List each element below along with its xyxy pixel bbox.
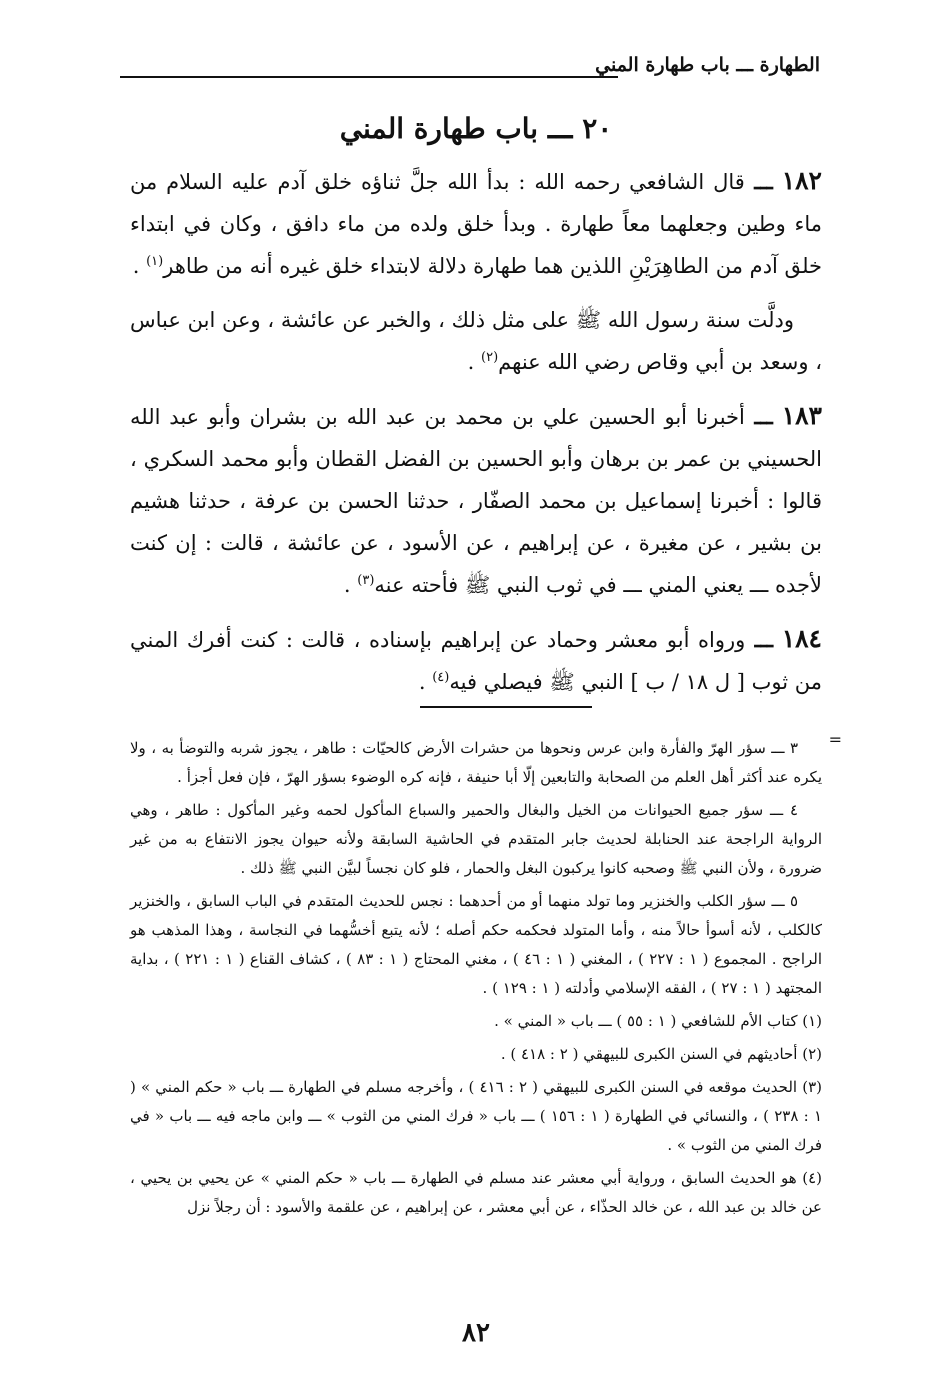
paragraph-body: أخبرنا أبو الحسين علي بن محمد بن عبد الله بن بشران وأبو عبد الله الحسيني بن عمر بن برهان وأبو الحسين بن الفضل القطان وأبو محمد السكري ، قالوا : أخبرنا إسماعيل بن محمد الصفّار ، حدثنا الحسن بن عرفة ، حدثنا هشيم بن بشير ، عن مغيرة ، عن إبراهيم ، عن الأسود ، عن عائشة ، قالت : إن كنت لأجده ـــ يعني المني ـــ في ثوب النبي ﷺ فأحته عنه	[130, 405, 822, 597]
number-dash: ـــ	[744, 169, 773, 194]
paragraph-end: .	[132, 254, 147, 278]
footnote: (٣) الحديث موقعه في السنن الكبرى للبيهقي ( ٢ : ٤١٦ ) ، وأخرجه مسلم في الطهارة ـــ باب « حكم المني » ( ١ : ٢٣٨ ) ، والنسائي في الطهارة ( ١ : ١٥٦ ) ـــ باب « فرك المني من الثوب » ـــ وابن ماجه فيه ـــ باب « في فرك المني من الثوب » .	[130, 1078, 822, 1154]
footnote-separator	[420, 706, 592, 708]
continued-marker: =	[828, 730, 842, 749]
paragraph-number: ١٨٤	[781, 624, 822, 653]
paragraph-end: .	[418, 670, 433, 694]
paragraph-182-continued	[130, 299, 822, 383]
footnote-ref: (٢)	[481, 350, 499, 365]
paragraph-number: ١٨٢	[781, 166, 822, 195]
chapter-title: ٢٠ ـــ باب طهارة المني	[339, 112, 613, 145]
header-rule	[120, 76, 618, 78]
continued-note: ٤ ـــ سؤر جميع الحيوانات من الخيل والبغال والحمير والسباع المأكول لحمه وغير المأكول : طاهر ، وهي الرواية الراجحة عند الحنابلة لحديث جابر المتقدم في الحاشية السابقة ولأنه حيوان يجوز الانتفاع به من غير ضرورة ، ولأن النبي ﷺ وصحبه كانوا يركبون البغل والحمار ، فلو كان نجساً لبيَّن النبي ﷺ ذلك .	[130, 801, 822, 877]
footnote: (٢) أحاديثهم في السنن الكبرى للبيهقي ( ٢ : ٤١٨ ) .	[500, 1045, 822, 1063]
continued-note: ٥ ـــ سؤر الكلب والخنزير وما تولد منهما أو من أحدهما : نجس للحديث المتقدم في الباب السابق ، والخنزير كالكلب ، لأنه أسوأ حالاً منه ، وأما المتولد فحكمه حكم أصله ؛ لأنه يتبع أخسُّهما في النجاسة ، وهذا المذهب هو الراجح . المجموع ( ١ : ٢٢٧ ) ، المغني ( ١ : ٤٦ ) ، مغني المحتاج ( ١ : ٨٣ ) ، كشاف القناع ( ١ : ٢٢١ ) ، بداية المجتهد ( ١ : ٢٧ ) ، الفقه الإسلامي وأدلته ( ١ : ١٢٩ ) .	[130, 892, 823, 997]
footnote: (١) كتاب الأم للشافعي ( ١ : ٥٥ ) ـــ باب « المني » .	[494, 1012, 822, 1030]
paragraph-184	[130, 618, 822, 703]
paragraph-end: .	[343, 573, 358, 597]
number-dash: ـــ	[744, 404, 773, 429]
footnote-ref: (٤)	[432, 670, 450, 685]
paragraph-182	[130, 160, 822, 287]
paragraph-183	[130, 395, 822, 606]
paragraph-end: .	[467, 350, 482, 374]
footnotes	[130, 734, 822, 1226]
running-head: الطهارة ـــ باب طهارة المني	[595, 54, 820, 76]
paragraph-number: ١٨٣	[781, 401, 822, 430]
number-dash: ـــ	[745, 627, 774, 652]
footnote-ref: (١)	[146, 254, 164, 269]
footnote: (٤) هو الحديث السابق ، ورواية أبي معشر عند مسلم في الطهارة ـــ باب « حكم المني » عن يحيي بن يحيي ، عن خالد بن عبد الله ، عن خالد الحذّاء ، عن أبي معشر ، عن إبراهيم ، عن علقمة والأسود : أن رجلاً نزل	[130, 1169, 822, 1216]
footnote-ref: (٣)	[357, 573, 375, 588]
page-number: ٨٢	[462, 1318, 490, 1348]
paragraph-body: ورواه أبو معشر وحماد عن إبراهيم بإسناده ، قالت : كنت أفرك المني من ثوب [ ل ١٨ / ب ] النبي ﷺ فيصلي فيه	[130, 628, 822, 694]
continued-note: ٣ ـــ سؤر الهرّ والفأرة وابن عرس ونحوها من حشرات الأرض كالحيّات : طاهر ، يجوز شربه والتوضأ به ، ولا يكره عند أكثر أهل العلم من الصحابة والتابعين إلّا أبا حنيفة ، فإنه كره الوضوء بسؤر الهرّ ، فإن فعل أجزأ .	[130, 739, 822, 786]
main-text	[130, 160, 822, 715]
paragraph-body: قال الشافعي رحمه الله : بدأ الله جلَّ ثناؤه خلق آدم عليه السلام من ماء وطين وجعلهما معاً طهارة . وبدأ خلق ولده من ماء دافق ، وكان في ابتداء خلق آدم من الطاهِرَيْنِ اللذين هما طهارة دلالة لابتداء خلق غيره أنه من طاهر	[130, 170, 822, 278]
paragraph-body: ودلَّت سنة رسول الله ﷺ على مثل ذلك ، والخبر عن عائشة ، وعن ابن عباس ، وسعد بن أبي وقاص رضي الله عنهم	[130, 308, 822, 374]
